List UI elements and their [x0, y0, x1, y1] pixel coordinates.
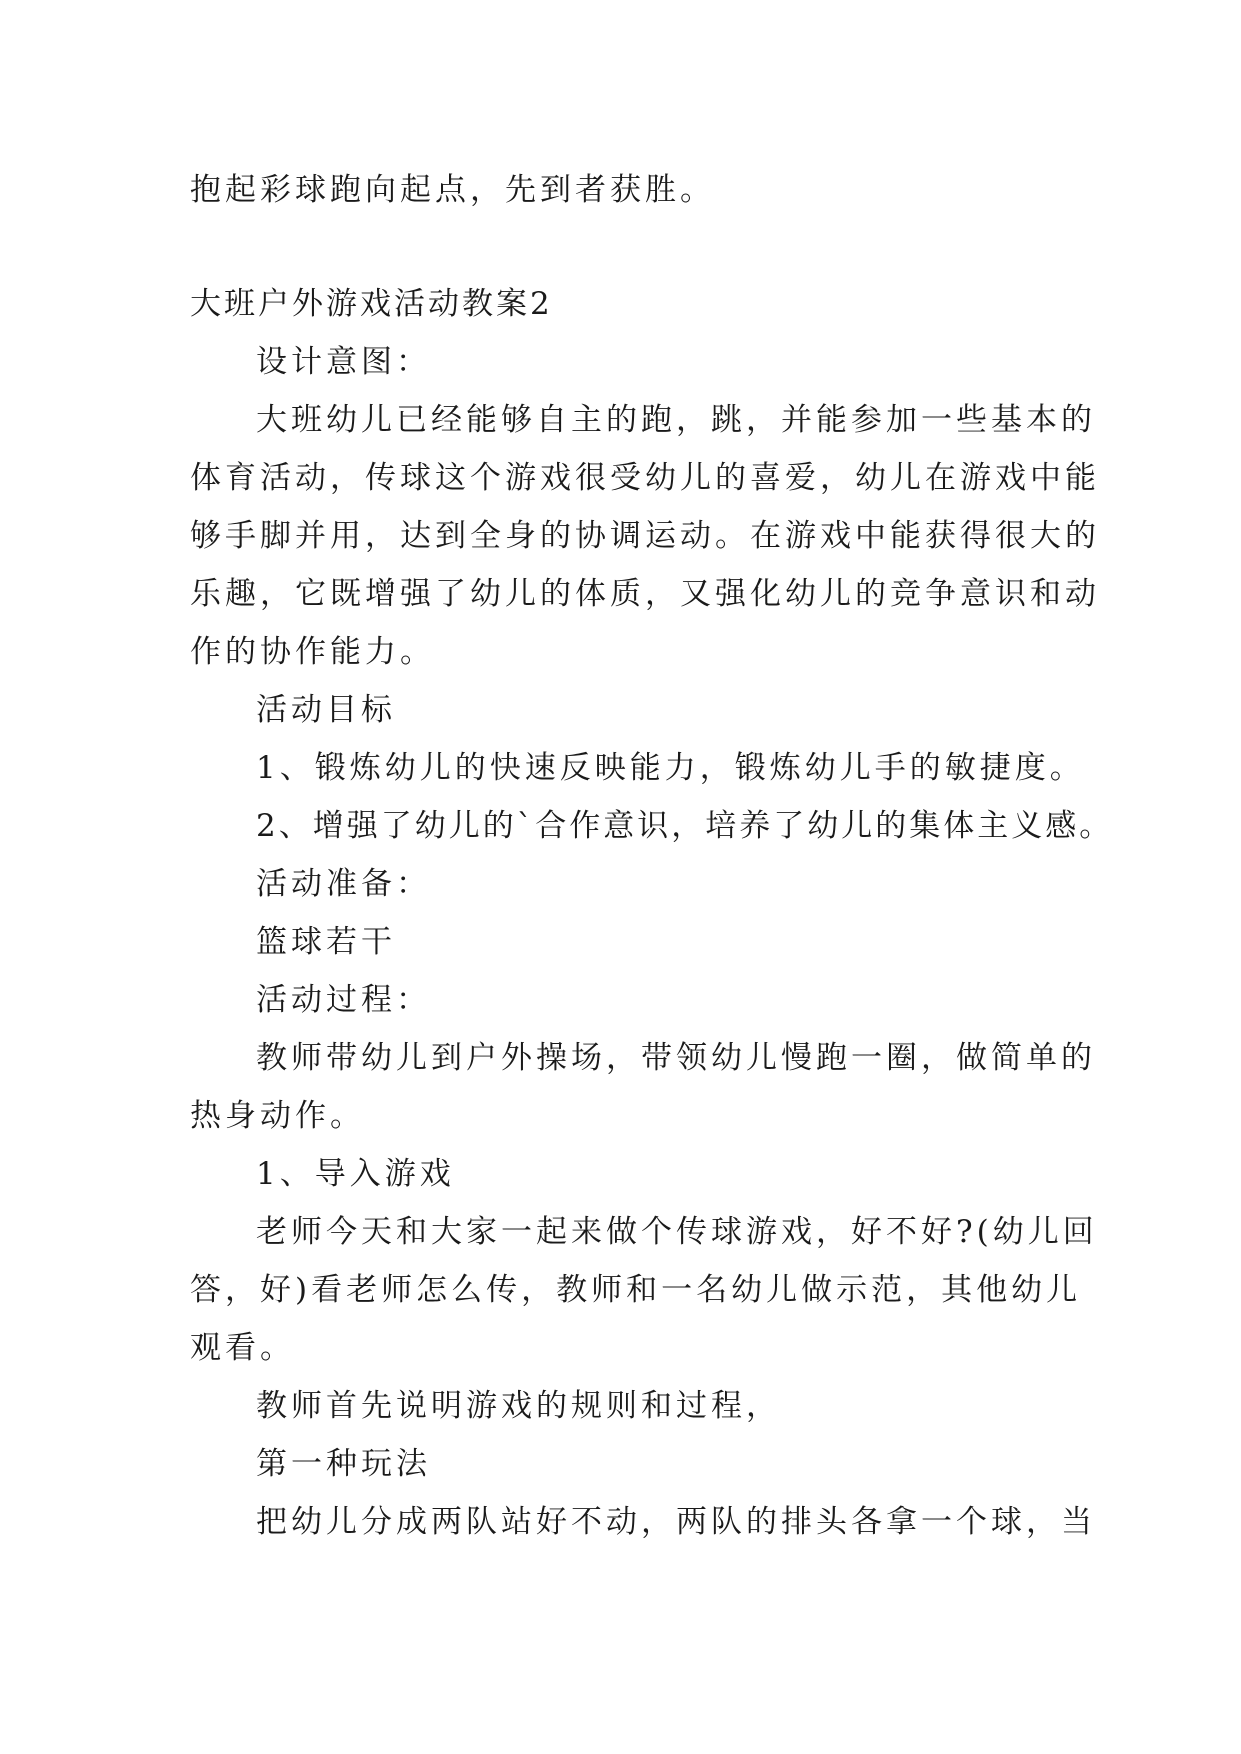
text-line: 答，好)看老师怎么传，教师和一名幼儿做示范，其他幼儿 — [190, 1272, 1082, 1308]
text-line: 篮球若干 — [256, 924, 396, 960]
text-line: 作的协作能力。 — [190, 634, 435, 670]
heading-activity-goals: 活动目标 — [256, 692, 396, 728]
section-title: 大班户外游戏活动教案2 — [190, 286, 553, 322]
step-heading: 1、导入游戏 — [256, 1156, 455, 1192]
text-line: 体育活动，传球这个游戏很受幼儿的喜爱，幼儿在游戏中能 — [190, 460, 1100, 496]
text-line: 抱起彩球跑向起点，先到者获胜。 — [190, 172, 715, 208]
text-line: 教师首先说明游戏的规则和过程， — [256, 1388, 781, 1424]
text-line: 乐趣，它既增强了幼儿的体质，又强化幼儿的竞争意识和动 — [190, 576, 1100, 612]
text-line: 够手脚并用，达到全身的协调运动。在游戏中能获得很大的 — [190, 518, 1100, 554]
goal-item: 1、锻炼幼儿的快速反映能力，锻炼幼儿手的敏捷度。 — [256, 750, 1085, 786]
text-line: 热身动作。 — [190, 1098, 365, 1134]
text-line: 观看。 — [190, 1330, 295, 1366]
text-line: 大班幼儿已经能够自主的跑，跳，并能参加一些基本的 — [256, 402, 1096, 438]
heading-activity-process: 活动过程： — [256, 982, 431, 1018]
text-line: 老师今天和大家一起来做个传球游戏，好不好?(幼儿回 — [256, 1214, 1098, 1250]
heading-activity-prep: 活动准备： — [256, 866, 431, 902]
text-line: 教师带幼儿到户外操场，带领幼儿慢跑一圈，做简单的 — [256, 1040, 1096, 1076]
text-line: 把幼儿分成两队站好不动，两队的排头各拿一个球，当 — [256, 1504, 1096, 1540]
goal-item: 2、增强了幼儿的`合作意识，培养了幼儿的集体主义感。 — [256, 808, 1114, 844]
subheading-first-method: 第一种玩法 — [256, 1446, 431, 1482]
heading-design-intent: 设计意图： — [256, 344, 431, 380]
